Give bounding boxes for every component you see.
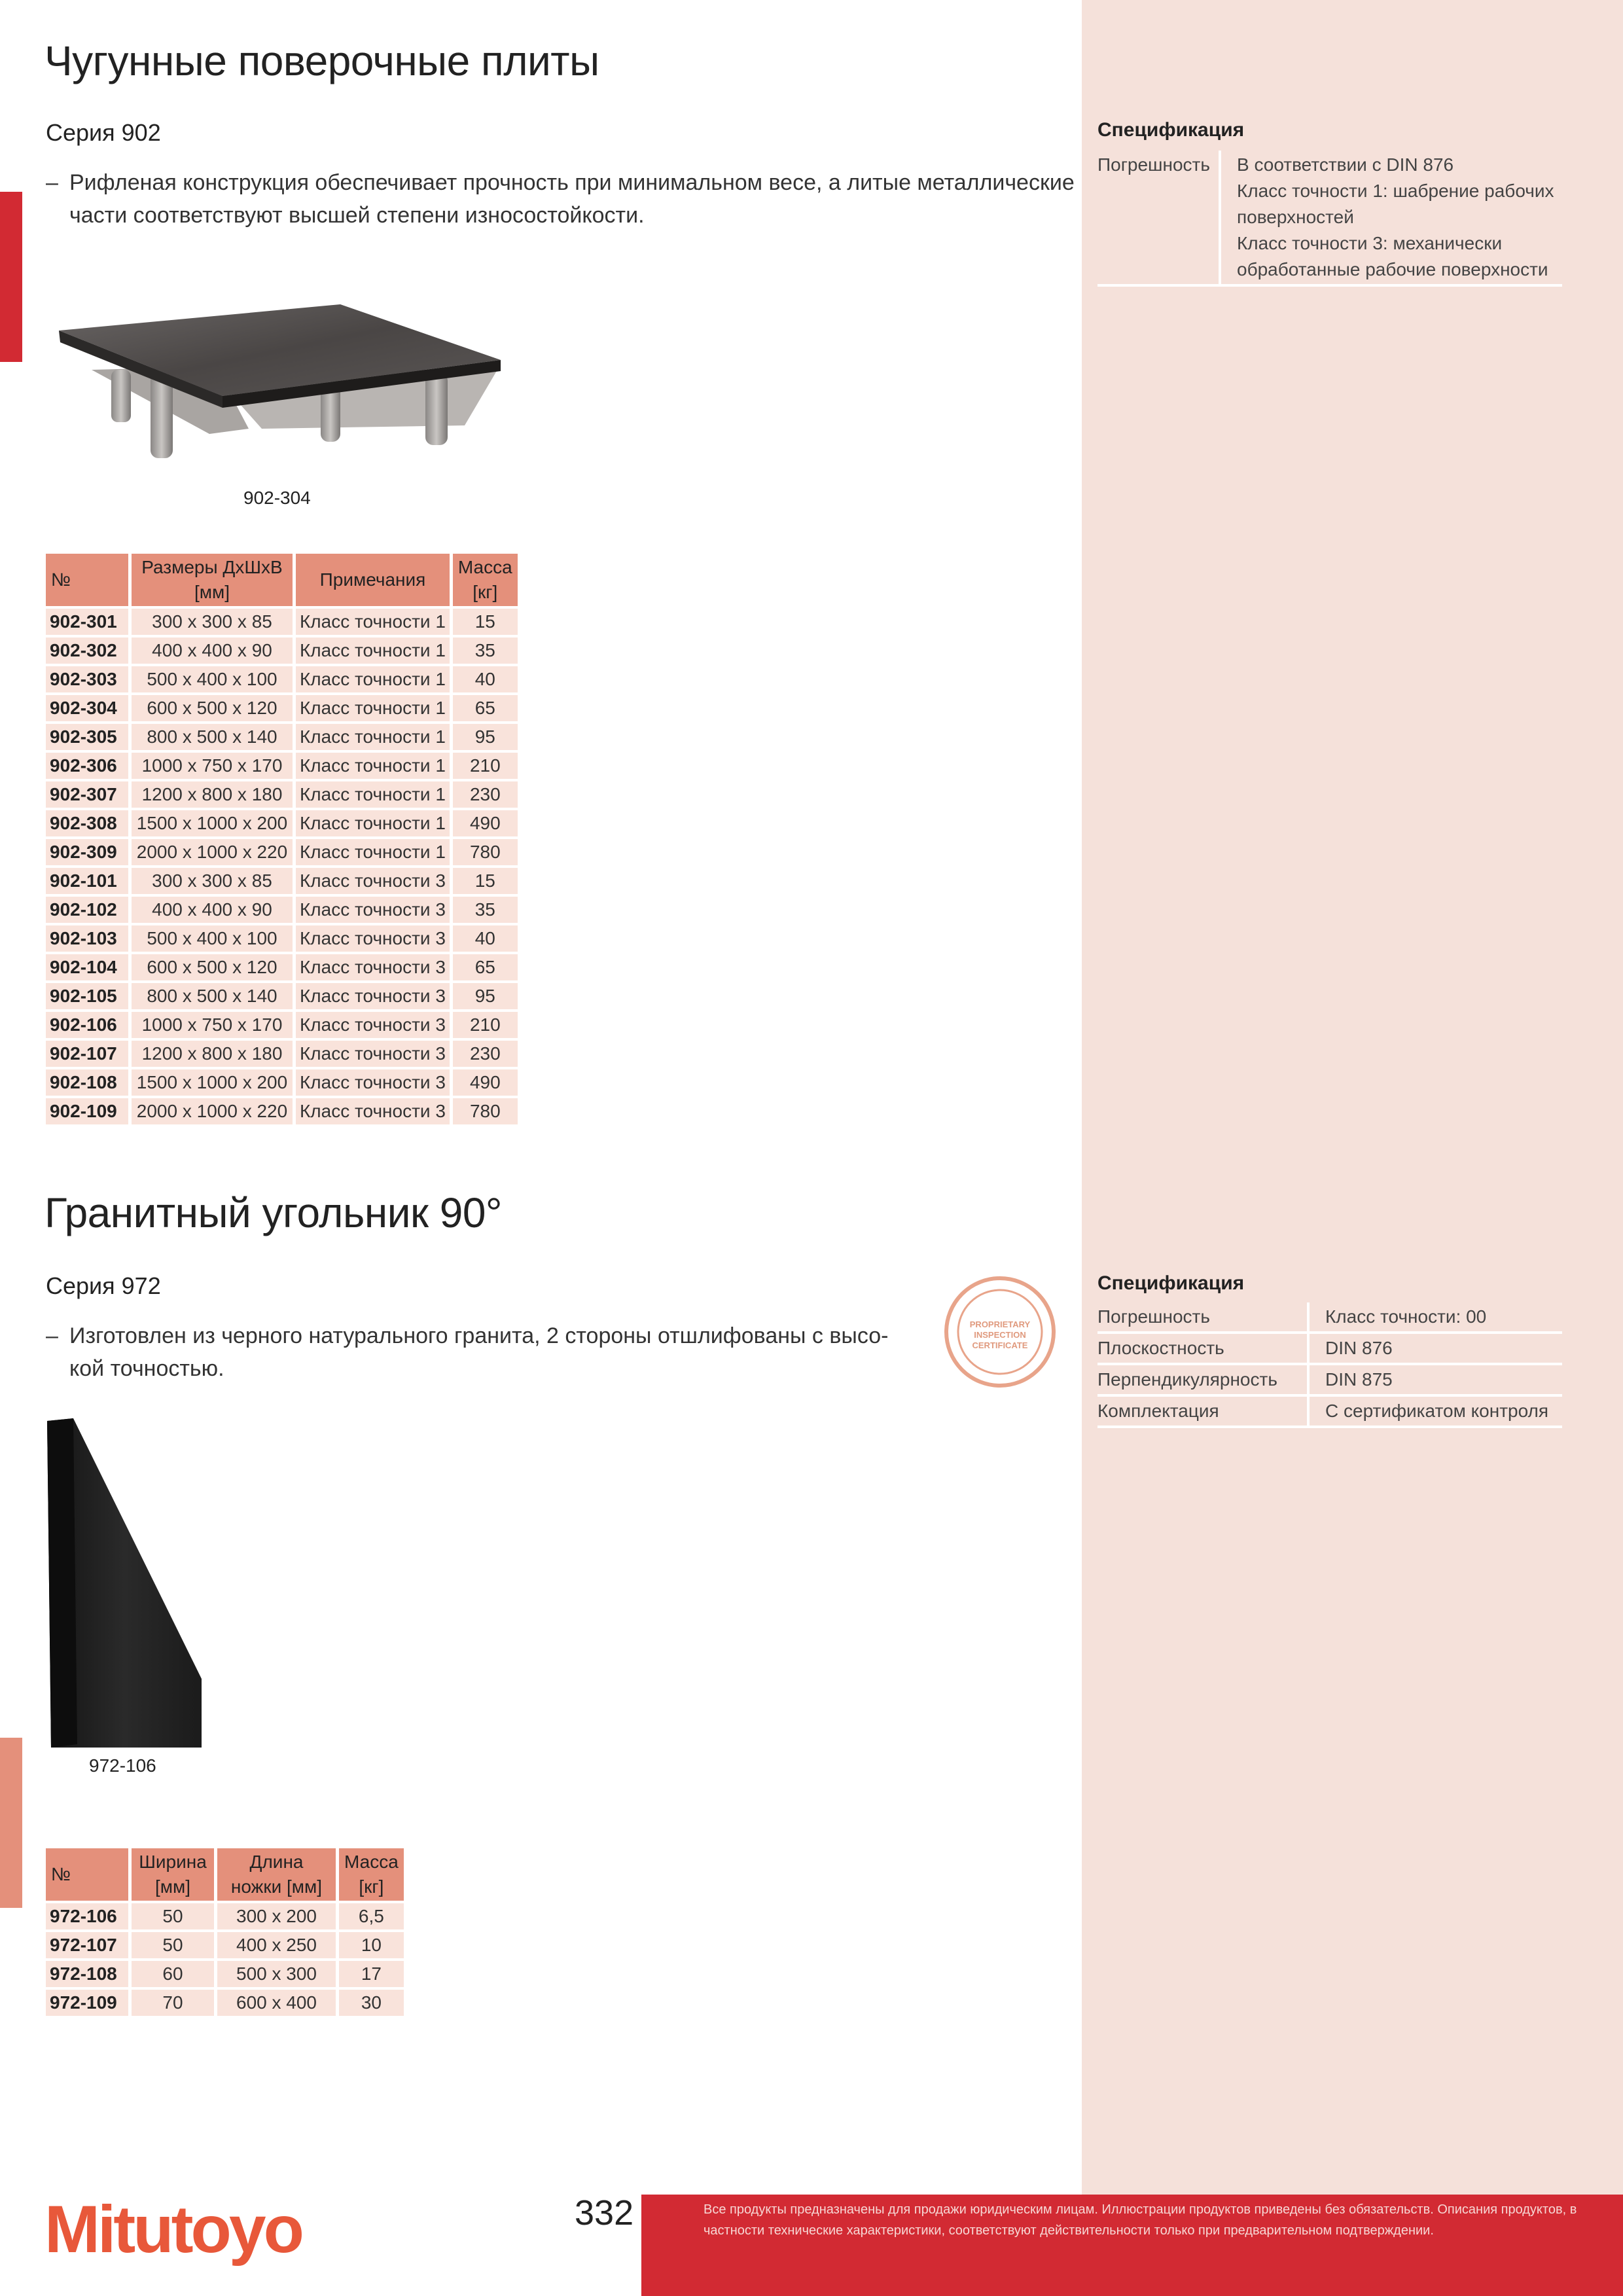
table-cell: 500 x 300: [217, 1961, 336, 1987]
table-cell: 600 x 500 x 120: [132, 954, 293, 980]
table-cell: 1500 x 1000 x 200: [132, 1069, 293, 1096]
spec-value-line: Класс точности 3: механически обработанные рабочие поверхности: [1237, 233, 1548, 279]
table-cell: 600 x 500 x 120: [132, 695, 293, 721]
table-cell: 70: [132, 1990, 214, 2016]
table-cell: 10: [339, 1932, 404, 1958]
table-cell: 300 x 200: [217, 1903, 336, 1929]
spec-key: Плоскостность: [1097, 1333, 1308, 1364]
table-row: [46, 983, 518, 1009]
col-header-number: №: [46, 1848, 128, 1901]
table-cell: 210: [453, 1012, 518, 1038]
table-cell: 780: [453, 1098, 518, 1124]
table-cell: 17: [339, 1961, 404, 1987]
table-cell: 1200 x 800 x 180: [132, 1041, 293, 1067]
spec-key: Погрешность: [1097, 1302, 1308, 1333]
table-cell: 902-102: [46, 897, 128, 923]
section2-series: Серия 972: [46, 1272, 161, 1299]
table-header-row: [46, 1848, 404, 1901]
footer-disclaimer: Все продукты предназначены для продажи юридическим лицам. Иллюстрации продуктов приведены без обязательств. Описания продуктов, в частности технические характеристики, соответствуют действительности только при предварительном подтверждении.: [704, 2202, 1577, 2238]
spec-row: [1097, 1395, 1562, 1427]
table-cell: 972-107: [46, 1932, 128, 1958]
table-cell: Класс точности 1: [296, 724, 450, 750]
table-cell: 902-106: [46, 1012, 128, 1038]
table-cell: Класс точности 3: [296, 868, 450, 894]
table-cell: Класс точности 3: [296, 897, 450, 923]
section2-spec-title: Спецификация: [1097, 1272, 1245, 1294]
col-header-number: №: [46, 554, 128, 606]
table-cell: 902-101: [46, 868, 128, 894]
section2-spec-table: [1097, 1302, 1562, 1428]
table-cell: 95: [453, 724, 518, 750]
table-cell: 15: [453, 868, 518, 894]
table-cell: 65: [453, 954, 518, 980]
table-cell: Класс точности 1: [296, 810, 450, 836]
spec-key: Перпендикулярность: [1097, 1364, 1308, 1395]
table-cell: Класс точности 1: [296, 666, 450, 692]
table-row: [46, 1961, 404, 1987]
spec-row: [1097, 1364, 1562, 1395]
table-cell: Класс точности 3: [296, 1069, 450, 1096]
section2-bullet-line2: кой точностью.: [69, 1356, 224, 1381]
table-cell: Класс точности 3: [296, 1041, 450, 1067]
table-cell: 6,5: [339, 1903, 404, 1929]
table-row: [46, 724, 518, 750]
spec-side-panel: [1082, 0, 1623, 2195]
table-row: [46, 925, 518, 952]
table-cell: 902-304: [46, 695, 128, 721]
spec-value: С сертификатом контроля: [1308, 1395, 1562, 1427]
table-cell: Класс точности 1: [296, 695, 450, 721]
table-cell: 902-103: [46, 925, 128, 952]
table-cell: 1000 x 750 x 170: [132, 753, 293, 779]
col-header-dimensions: Размеры ДхШхВ [мм]: [132, 554, 293, 606]
granite-square-image: [46, 1417, 203, 1751]
table-cell: 902-108: [46, 1069, 128, 1096]
table-cell: 902-303: [46, 666, 128, 692]
table-row: [46, 666, 518, 692]
table-header-row: [46, 554, 518, 606]
table-cell: 65: [453, 695, 518, 721]
table-row: [46, 1903, 404, 1929]
stamp-text: CERTIFICATE: [972, 1340, 1028, 1350]
col-header-notes: Примечания: [296, 554, 450, 606]
section2-bullet: – Изготовлен из черного натурального гранита, 2 стороны отшлифованы с высо- кой точностью.: [46, 1323, 889, 1381]
table-row: [46, 954, 518, 980]
section-tab-marker-secondary: [0, 1738, 22, 1908]
table-row: [46, 1990, 404, 2016]
table-cell: 60: [132, 1961, 214, 1987]
col-header-mass: Масса [кг]: [339, 1848, 404, 1901]
table-cell: 902-305: [46, 724, 128, 750]
table-cell: 230: [453, 781, 518, 808]
table-cell: 300 x 300 x 85: [132, 868, 293, 894]
section2-bullet-line1: Изготовлен из черного натурального гранита, 2 стороны отшлифованы с высо-: [69, 1323, 889, 1348]
table-cell: 400 x 400 x 90: [132, 637, 293, 664]
section1-bullet-text: Рифленая конструкция обеспечивает прочность при минимальном весе, а литые металлические части соответствуют высшей степени износостойкости.: [69, 170, 1075, 228]
table-row: [46, 1098, 518, 1124]
table-row: [46, 1041, 518, 1067]
table-cell: 50: [132, 1932, 214, 1958]
table-row: [46, 695, 518, 721]
table-cell: Класс точности 3: [296, 983, 450, 1009]
table-cell: 35: [453, 897, 518, 923]
table-cell: Класс точности 1: [296, 781, 450, 808]
spec-value-line: В соответствии с DIN 876: [1237, 154, 1454, 175]
section1-series: Серия 902: [46, 119, 161, 146]
section-tab-marker: [0, 192, 22, 362]
table-cell: Класс точности 3: [296, 954, 450, 980]
table-cell: Класс точности 3: [296, 925, 450, 952]
table-row: [46, 609, 518, 635]
table-cell: 1500 x 1000 x 200: [132, 810, 293, 836]
table-cell: 40: [453, 925, 518, 952]
spec-row: [1097, 1302, 1562, 1333]
table-cell: 210: [453, 753, 518, 779]
stamp-text: PROPRIETARY: [969, 1319, 1031, 1329]
table-cell: 300 x 300 x 85: [132, 609, 293, 635]
table-cell: 800 x 500 x 140: [132, 724, 293, 750]
section1-table: [43, 551, 521, 1127]
table-row: [46, 810, 518, 836]
spec-value-line: Класс точности 1: шабрение рабочих поверхностей: [1237, 181, 1554, 227]
col-header-leg-length: Длина ножки [мм]: [217, 1848, 336, 1901]
col-header-width: Ширина [мм]: [132, 1848, 214, 1901]
table-cell: 902-104: [46, 954, 128, 980]
table-cell: 230: [453, 1041, 518, 1067]
table-row: [46, 839, 518, 865]
table-cell: 50: [132, 1903, 214, 1929]
surface-plate-image: [46, 259, 510, 481]
table-cell: 902-302: [46, 637, 128, 664]
stamp-text: INSPECTION: [974, 1330, 1026, 1340]
section1-image-caption: 902-304: [243, 488, 311, 508]
col-header-mass: Масса [кг]: [453, 554, 518, 606]
table-cell: 780: [453, 839, 518, 865]
spec-row: [1097, 1333, 1562, 1364]
table-cell: 500 x 400 x 100: [132, 925, 293, 952]
table-cell: Класс точности 1: [296, 637, 450, 664]
spec-key: Комплектация: [1097, 1395, 1308, 1427]
inspection-certificate-stamp: [941, 1273, 1059, 1391]
table-cell: 1000 x 750 x 170: [132, 1012, 293, 1038]
spec-row: [1097, 151, 1562, 285]
table-cell: 30: [339, 1990, 404, 2016]
table-cell: 972-109: [46, 1990, 128, 2016]
table-cell: Класс точности 3: [296, 1098, 450, 1124]
table-row: [46, 1932, 404, 1958]
table-cell: 972-106: [46, 1903, 128, 1929]
table-cell: 40: [453, 666, 518, 692]
table-cell: 902-308: [46, 810, 128, 836]
page-number: 332: [575, 2193, 634, 2233]
table-cell: Класс точности 1: [296, 839, 450, 865]
spec-value: [1220, 151, 1562, 285]
table-cell: 15: [453, 609, 518, 635]
table-cell: 2000 x 1000 x 220: [132, 1098, 293, 1124]
table-row: [46, 1069, 518, 1096]
table-cell: 400 x 400 x 90: [132, 897, 293, 923]
table-cell: 902-309: [46, 839, 128, 865]
table-cell: Класс точности 3: [296, 1012, 450, 1038]
spec-value: Класс точности: 00: [1308, 1302, 1562, 1333]
section1-spec-table: [1097, 151, 1562, 287]
table-row: [46, 781, 518, 808]
table-row: [46, 637, 518, 664]
table-row: [46, 897, 518, 923]
table-cell: 902-109: [46, 1098, 128, 1124]
table-cell: 1200 x 800 x 180: [132, 781, 293, 808]
section1-spec-title: Спецификация: [1097, 119, 1245, 141]
table-row: [46, 1012, 518, 1038]
table-cell: 490: [453, 810, 518, 836]
table-cell: 902-301: [46, 609, 128, 635]
table-cell: 800 x 500 x 140: [132, 983, 293, 1009]
section2-image-caption: 972-106: [89, 1755, 156, 1776]
table-cell: 500 x 400 x 100: [132, 666, 293, 692]
mitutoyo-logo: Mitutoyo: [45, 2192, 302, 2267]
table-cell: 2000 x 1000 x 220: [132, 839, 293, 865]
table-cell: 902-307: [46, 781, 128, 808]
table-cell: Класс точности 1: [296, 609, 450, 635]
table-row: [46, 868, 518, 894]
table-cell: Класс точности 1: [296, 753, 450, 779]
spec-value: DIN 876: [1308, 1333, 1562, 1364]
table-cell: 902-105: [46, 983, 128, 1009]
section1-title: Чугунные поверочные плиты: [45, 37, 599, 84]
table-cell: 35: [453, 637, 518, 664]
table-cell: 490: [453, 1069, 518, 1096]
section2-table: [43, 1846, 407, 2018]
table-cell: 600 x 400: [217, 1990, 336, 2016]
spec-value: DIN 875: [1308, 1364, 1562, 1395]
spec-key: Погрешность: [1097, 151, 1220, 285]
table-cell: 400 x 250: [217, 1932, 336, 1958]
section2-title: Гранитный угольник 90°: [45, 1189, 502, 1236]
table-cell: 972-108: [46, 1961, 128, 1987]
table-cell: 902-107: [46, 1041, 128, 1067]
table-row: [46, 753, 518, 779]
table-cell: 95: [453, 983, 518, 1009]
table-cell: 902-306: [46, 753, 128, 779]
section1-bullet: – Рифленая конструкция обеспечивает прочность при минимальном весе, а литые металлические части соответствуют высшей степени износостойкости.: [46, 170, 1075, 228]
